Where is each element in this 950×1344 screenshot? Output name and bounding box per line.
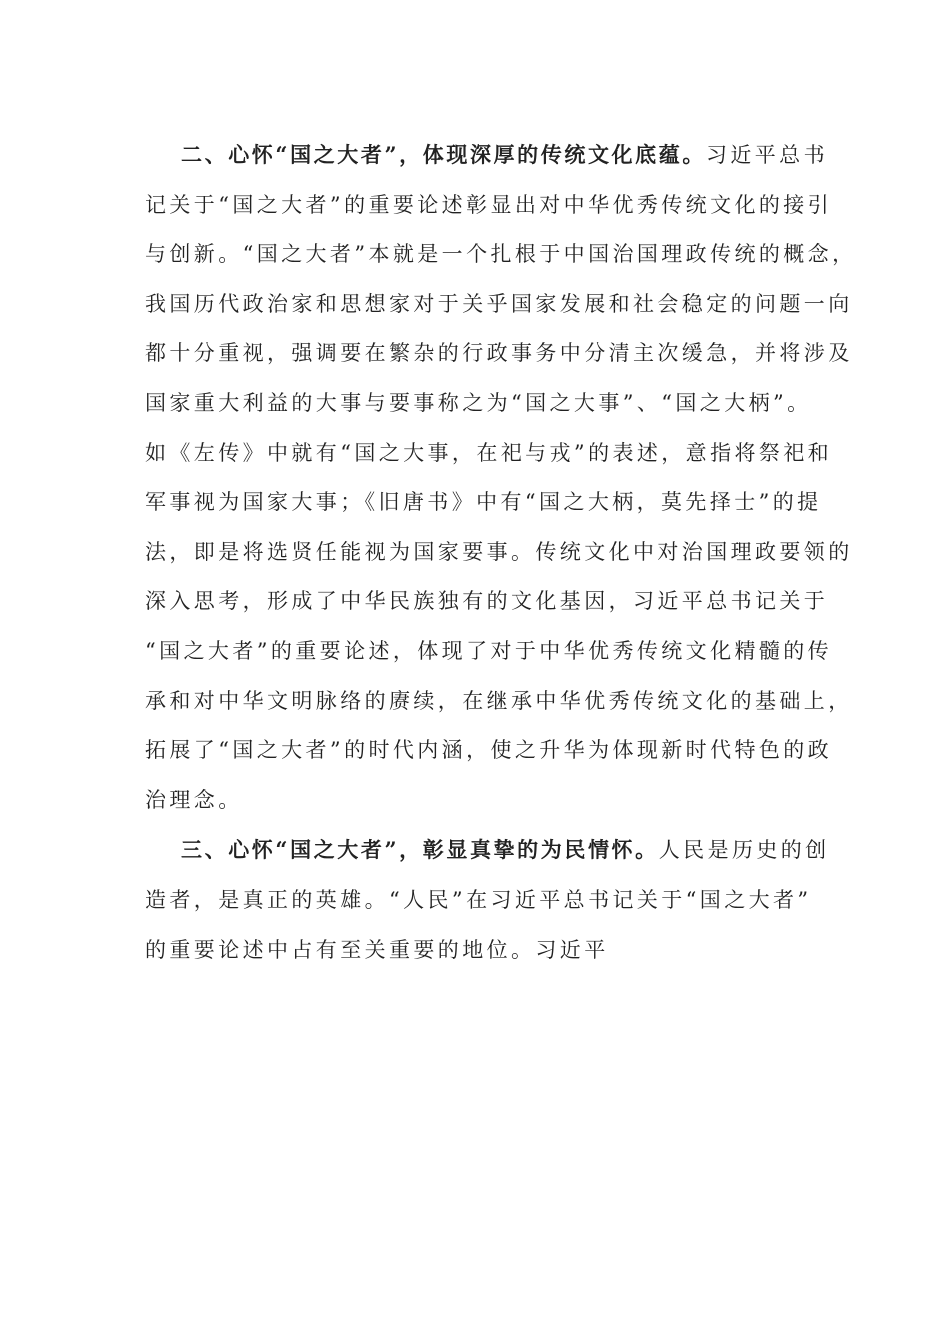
paragraph-line: 治理念。 <box>145 787 243 812</box>
paragraph-line: 国家重大利益的大事与要事称之为“国之大事”、“国之大柄”。 <box>145 390 812 415</box>
section-heading-2: 二、心怀“国之大者”，体现深厚的传统文化底蕴。 <box>181 142 706 167</box>
paragraph-line: 二、心怀“国之大者”，体现深厚的传统文化底蕴。习近平总书 <box>181 142 828 167</box>
paragraph-section-2 <box>145 130 857 825</box>
body-text <box>145 130 857 975</box>
paragraph-line: 的重要论述中占有至关重要的地位。习近平 <box>145 937 609 962</box>
paragraph-line: 与创新。“国之大者”本就是一个扎根于中国治国理政传统的概念， <box>145 242 857 267</box>
paragraph-line: 拓展了“国之大者”的时代内涵，使之升华为体现新时代特色的政 <box>145 738 833 763</box>
paragraph-line: 三、心怀“国之大者”，彰显真挚的为民情怀。人民是历史的创 <box>181 837 830 863</box>
section-heading-3: 三、心怀“国之大者”，彰显真挚的为民情怀。 <box>181 837 659 863</box>
paragraph-line: 军事视为国家大事；《旧唐书》中有“国之大柄，莫先择士”的提 <box>145 490 822 515</box>
paragraph-line: 承和对中华文明脉络的赓续，在继承中华优秀传统文化的基础上， <box>145 688 853 713</box>
paragraph-line: 法，即是将选贤任能视为国家要事。传统文化中对治国理政要领的 <box>145 539 853 564</box>
paragraph-section-3 <box>145 825 830 975</box>
paragraph-line: 我国历代政治家和思想家对于关乎国家发展和社会稳定的问题一向 <box>145 291 853 316</box>
paragraph-line: 深入思考，形成了中华民族独有的文化基因，习近平总书记关于 <box>145 589 829 614</box>
paragraph-line: “国之大者”的重要论述，体现了对于中华优秀传统文化精髓的传 <box>145 638 833 663</box>
paragraph-line: 记关于“国之大者”的重要论述彰显出对中华优秀传统文化的接引 <box>145 192 833 217</box>
paragraph-line: 造者，是真正的英雄。“人民”在习近平总书记关于“国之大者” <box>145 887 812 912</box>
paragraph-line: 都十分重视，强调要在繁杂的行政事务中分清主次缓急，并将涉及 <box>145 341 853 366</box>
paragraph-line: 如《左传》中就有“国之大事，在祀与戎”的表述，意指将祭祀和 <box>145 440 833 465</box>
